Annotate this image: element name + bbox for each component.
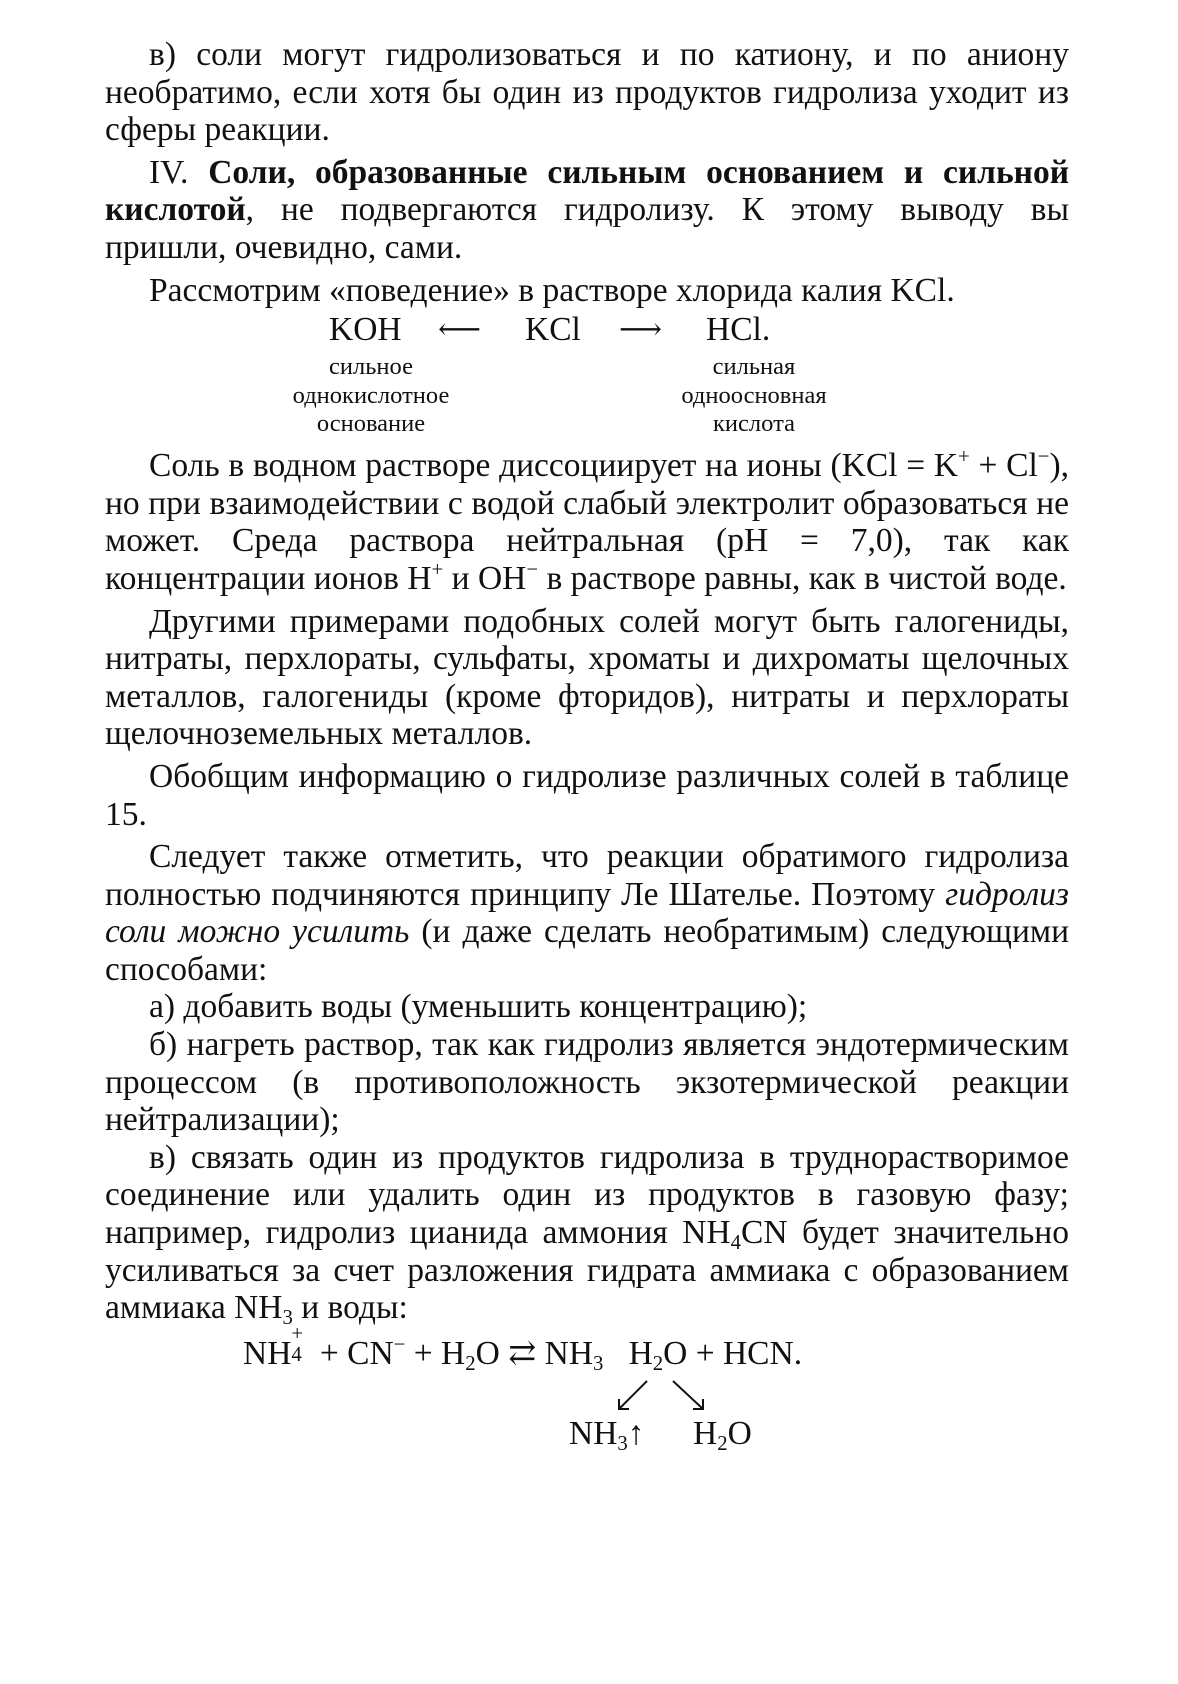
paragraph-item-v: в) соли могут гидролизоваться и по катиону, и по аниону необратимо, если хотя бы один из продуктов гидролиза уходит из сферы реакции. (105, 36, 1069, 149)
formula-kcl: KCl (525, 311, 581, 349)
formula-hcl: HCl. (706, 311, 771, 349)
paragraph-kcl-intro: Рассмотрим «поведение» в растворе хлорида калия KCl. (149, 271, 955, 309)
paragraph-dissociation: Соль в водном растворе диссоциирует на ионы (KCl = K+ + Cl−), но при взаимодействии с водой слабый электролит образоваться не может. Среда раствора нейтральная (pH = 7,0), так как концентрации ионов H+ и OH− в растворе равны, как в чистой воде. (105, 445, 1069, 597)
hydrolysis-equation (105, 1322, 1069, 1456)
paragraph-table-ref: Обобщим информацию о гидролизе различных солей в таблице 15. (105, 757, 1069, 833)
hcl-label: сильная одноосновная кислота (681, 353, 827, 438)
italic-emphasis: гидролиз соли можно усилить (105, 875, 1069, 951)
decomposition-arrows-icon (605, 1377, 715, 1417)
product-water: $H_2O$ (693, 1414, 752, 1456)
arrow-right-icon: ⟶ (619, 313, 663, 347)
nh4-charge: + 4 (291, 1322, 304, 1366)
equation-main-line: NH + 4 + $CN^- + H_2O$ ⇄ $NH_3$ $H_2O$ + HCN. (243, 1322, 803, 1376)
arrow-left-icon: ⟵ (438, 313, 482, 347)
kcl-scheme (105, 311, 1069, 447)
paragraph-le-chatelier: Следует также отметить, что реакции обратимого гидролиза полностью подчиняются принципу Ле Шателье. Поэтому гидролиз соли можно усилить (и даже сделать необратимым) следующими способами: (105, 838, 1069, 988)
list-item-c: в) связать один из продуктов гидролиза в труднорастворимое соединение или удалить один из продуктов в газовую фазу; например, гидролиз цианида аммония $NH_4CN$ будет значительно усиливаться за счет разложения гидрата аммиака с образованием аммиака $NH_3$ и воды: (105, 1138, 1069, 1330)
gas-up-arrow-icon: ↑ (627, 1414, 645, 1452)
koh-label: сильное однокислотное основание (292, 353, 450, 438)
paragraph-section-iv: IV. Соли, образованные сильным основанием и сильной кислотой, не подвергаются гидролизу. К этому выводу вы пришли, очевидно, сами. (105, 153, 1070, 266)
product-ammonia: $NH_3↑$ (569, 1414, 645, 1456)
list-item-a: а) добавить воды (уменьшить концентрацию); (149, 988, 808, 1026)
formula-koh: KOH (329, 311, 402, 349)
paragraph-examples: Другими примерами подобных солей могут быть галогениды, нитраты, перхлораты, сульфаты, хроматы и дихроматы щелочных металлов, галогениды (кроме фторидов), нитраты и перхлораты щелочноземельных металлов. (105, 602, 1069, 753)
section-iv-heading: Соли, образованные сильным основанием и сильной кислотой (105, 153, 1070, 229)
list-item-b: б) нагреть раствор, так как гидролиз является эндотермическим процессом (в противоположность экзотермической реакции нейтрализации); (105, 1026, 1069, 1139)
equilibrium-arrow-icon: ⇄ (508, 1334, 537, 1372)
page-body (105, 36, 1069, 1455)
